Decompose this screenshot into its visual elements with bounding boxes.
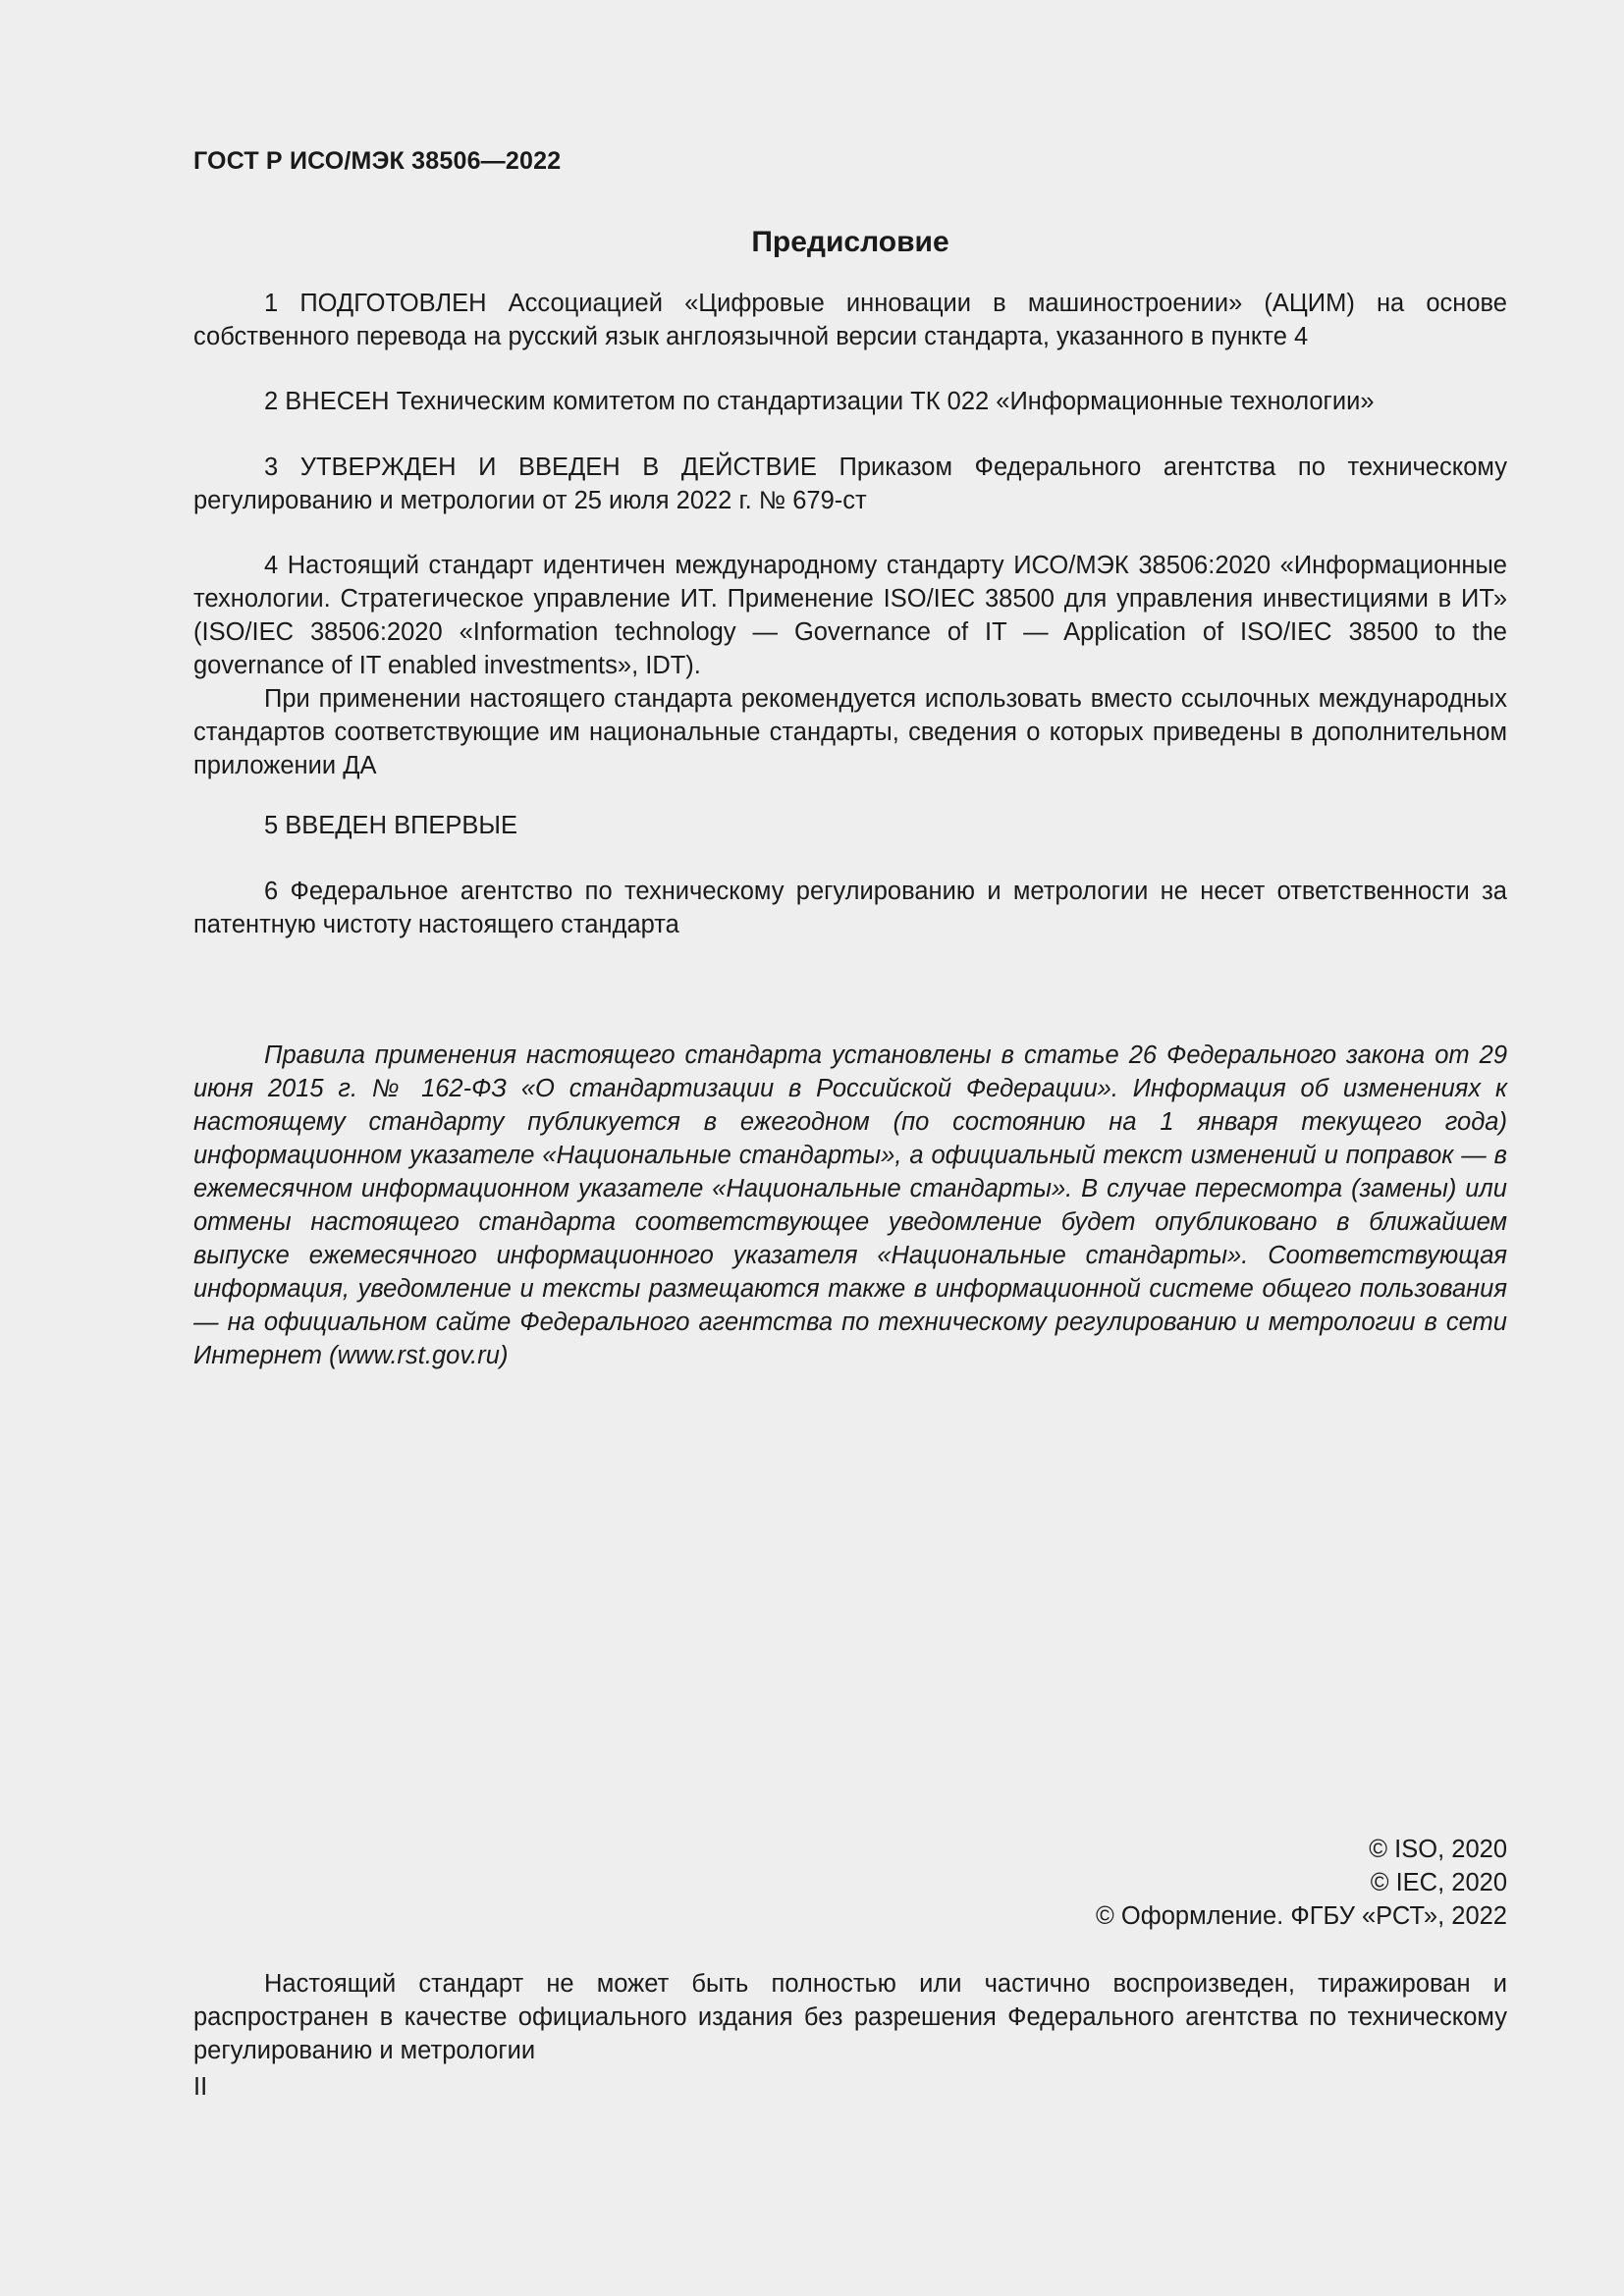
foreword-item-4-text: 4 Настоящий стандарт идентичен международному стандарту ИСО/МЭК 38506:2020 «Информационные технологии. Стратегическое управление ИТ. Применение ISO/IEC 38500 для управления инвестициями в ИТ» (ISO/IEC 38506:2020 «Information technology — Governance of IT — Application of ISO/IEC 38500 to the governance of IT enabled investments», IDT). <box>193 552 1507 679</box>
foreword-item-6-text: 6 Федеральное агентство по техническому регулированию и метрологии не несет ответственности за патентную чистоту настоящего стандарта <box>193 878 1507 938</box>
foreword-item-2-text: 2 ВНЕСЕН Техническим комитетом по стандартизации ТК 022 «Информационные технологии» <box>264 388 1375 415</box>
document-code: ГОСТ Р ИСО/МЭК 38506—2022 <box>193 147 562 175</box>
page-number: II <box>193 2073 208 2101</box>
foreword-item-3 <box>193 451 1507 517</box>
foreword-item-3-text: 3 УТВЕРЖДЕН И ВВЕДЕН В ДЕЙСТВИЕ Приказом Федерального агентства по техническому регулированию и метрологии от 25 июля 2022 г. № 679-ст <box>193 454 1507 514</box>
copyright-block <box>193 1833 1507 1933</box>
foreword-item-5-text: 5 ВВЕДЕН ВПЕРВЫЕ <box>264 812 518 839</box>
application-rules-text: Правила применения настоящего стандарта установлены в статье 26 Федерального закона от 29 июня 2015 г. № 162-ФЗ «О стандартизации в Российской Федерации». Информация об изменениях к настоящему стандарту публикуется в ежегодном (по состоянию на 1 января текущего года) информационном указателе «Национальные стандарты», а официальный текст изменений и поправок — в ежемесячном информационном указателе «Национальные стандарты». В случае пересмотра (замены) или отмены настоящего стандарта соответствующее уведомление будет опубликовано в ближайшем выпуске ежемесячного информационного указателя «Национальные стандарты». Соответствующая информация, уведомление и тексты размещаются также в информационной системе общего пользования — на официальном сайте Федерального агентства по техническому регулированию и метрологии в сети Интернет (www.rst.gov.ru) <box>193 1041 1507 1369</box>
foreword-item-5 <box>193 809 1507 842</box>
page-title: Предисловие <box>751 226 949 258</box>
copyright-iso: © ISO, 2020 <box>1369 1836 1507 1863</box>
foreword-item-1-text: 1 ПОДГОТОВЛЕН Ассоциацией «Цифровые инновации в машиностроении» (АЦИМ) на основе собственного перевода на русский язык англоязычной версии стандарта, указанного в пункте 4 <box>193 290 1507 350</box>
foreword-item-2 <box>193 385 1507 418</box>
foreword-item-6 <box>193 875 1507 941</box>
foreword-item-4 <box>193 549 1507 782</box>
application-rules <box>193 1039 1507 1372</box>
foreword-item-4-note: При применении настоящего стандарта рекомендуется использовать вместо ссылочных международных стандартов соответствующие им национальные стандарты, сведения о которых приведены в дополнительном приложении ДА <box>193 685 1507 779</box>
foreword-item-1 <box>193 287 1507 353</box>
copyright-iec: © IEC, 2020 <box>1370 1869 1507 1896</box>
reproduction-notice-text: Настоящий стандарт не может быть полностью или частично воспроизведен, тиражирован и распространен в качестве официального издания без разрешения Федерального агентства по техническому регулированию и метрологии <box>193 1970 1507 2064</box>
copyright-rst: © Оформление. ФГБУ «РСТ», 2022 <box>1096 1902 1507 1930</box>
reproduction-notice <box>193 1967 1507 2067</box>
